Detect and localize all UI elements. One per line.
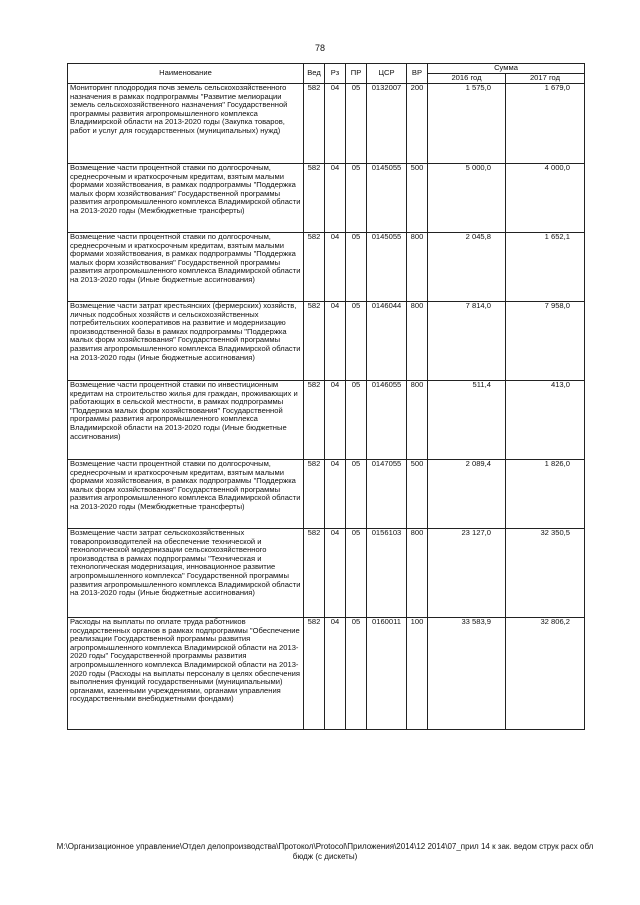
header-2016: 2016 год: [428, 74, 506, 84]
row-vr: 800: [407, 302, 428, 381]
table-row: [68, 381, 585, 460]
row-name: Возмещение части процентной ставки по инвестиционным кредитам на строительство жилья для граждан, проживающих и работающих в сельской местности, в рамках подпрограммы "Поддержка малых форм хозяйствования" Государственной программы развития агропромышленного комплекса Владимирской области на 2013-2020 годы (Иные бюджетные ассигнования): [68, 381, 304, 460]
row-2016: 1 575,0: [428, 84, 506, 164]
row-name: Расходы на выплаты по оплате труда работников государственных органов в рамках подпрограммы "Обеспечение реализации Государственной программы развития агропромышленного комплекса Владимирской области на 2013-2020 годы" Государственной программы развития агропромышленного комплекса Владимирской области на 2013-2020 годы (Расходы на выплаты персоналу в целях обеспечения выполнения функций государственными (муниципальными) органами, казенными учреждениями, органами управления государственными внебюджетными фондами): [68, 618, 304, 730]
row-ved: 582: [304, 460, 325, 529]
footer-file-path: M:\Организационное управление\Отдел делопроизводства\Протокол\Protocol\Приложения\2014\12 2014\07_прил 14 к зак. ведом струк расх обл бюдж (с дискеты): [56, 842, 594, 861]
row-2016: 2 089,4: [428, 460, 506, 529]
budget-table: [67, 63, 585, 730]
row-pr: 05: [346, 84, 367, 164]
row-vr: 800: [407, 529, 428, 618]
row-vr: 800: [407, 381, 428, 460]
row-name: Мониторинг плодородия почв земель сельскохозяйственного назначения в рамках подпрограммы "Развитие мелиорации земель сельскохозяйственного назначения" Государственной программы развития агропромышленного комплекса Владимирской области на 2013-2020 годы (Закупка товаров, работ и услуг для государственных (муниципальных) нужд): [68, 84, 304, 164]
row-ved: 582: [304, 233, 325, 302]
row-name: Возмещение части процентной ставки по долгосрочным, среднесрочным и краткосрочным кредитам, взятым малыми формами хозяйствования, в рамках подпрограммы "Поддержка малых форм хозяйствования" Государственной программы развития агропромышленного комплекса Владимирской области на 2013-2020 годы (Иные бюджетные ассигнования): [68, 233, 304, 302]
row-vr: 500: [407, 460, 428, 529]
row-pr: 05: [346, 233, 367, 302]
row-name: Возмещение части процентной ставки по долгосрочным, среднесрочным и краткосрочным кредитам, взятым малыми формами хозяйствования, в рамках подпрограммы "Поддержка малых форм хозяйствования" Государственной программы развития агропромышленного комплекса Владимирской области на 2013-2020 годы (Межбюджетные трансферты): [68, 164, 304, 233]
header-csr: ЦСР: [367, 64, 407, 84]
row-2017: 1 679,0: [506, 84, 585, 164]
row-csr: 0146055: [367, 381, 407, 460]
row-rz: 04: [325, 381, 346, 460]
row-pr: 05: [346, 529, 367, 618]
row-csr: 0145055: [367, 164, 407, 233]
table-row: [68, 84, 585, 164]
header-vr: ВР: [407, 64, 428, 84]
row-ved: 582: [304, 381, 325, 460]
row-vr: 500: [407, 164, 428, 233]
table-row: [68, 529, 585, 618]
row-pr: 05: [346, 460, 367, 529]
header-ved: Вед: [304, 64, 325, 84]
row-name: Возмещение части процентной ставки по долгосрочным, среднесрочным и краткосрочным кредитам, взятым малыми формами хозяйствования, в рамках подпрограммы "Поддержка малых форм хозяйствования" Государственной программы развития агропромышленного комплекса Владимирской области на 2013-2020 годы (Межбюджетные трансферты): [68, 460, 304, 529]
row-name: Возмещение части затрат сельскохозяйственных товаропроизводителей на обеспечение технической и технологической модернизации сельскохозяйственного производства в рамках подпрограммы "Техническая и технологическая модернизация, инновационное развитие агропромышленного комплекса" Государственной программы развития агропромышленного комплекса Владимирской области на 2013-2020 годы (Иные бюджетные ассигнования): [68, 529, 304, 618]
row-csr: 0147055: [367, 460, 407, 529]
header-sum: Сумма: [428, 64, 585, 74]
row-rz: 04: [325, 529, 346, 618]
table-row: [68, 302, 585, 381]
header-pr: ПР: [346, 64, 367, 84]
row-2016: 33 583,9: [428, 618, 506, 730]
row-ved: 582: [304, 164, 325, 233]
row-rz: 04: [325, 84, 346, 164]
row-ved: 582: [304, 302, 325, 381]
row-2016: 23 127,0: [428, 529, 506, 618]
row-pr: 05: [346, 381, 367, 460]
table-row: [68, 164, 585, 233]
row-2017: 32 806,2: [506, 618, 585, 730]
row-2017: 413,0: [506, 381, 585, 460]
row-pr: 05: [346, 164, 367, 233]
row-csr: 0160011: [367, 618, 407, 730]
table-row: [68, 460, 585, 529]
row-csr: 0145055: [367, 233, 407, 302]
row-2017: 1 652,1: [506, 233, 585, 302]
row-2017: 32 350,5: [506, 529, 585, 618]
row-2016: 5 000,0: [428, 164, 506, 233]
row-vr: 800: [407, 233, 428, 302]
header-name: Наименование: [68, 64, 304, 84]
row-rz: 04: [325, 460, 346, 529]
row-name: Возмещение части затрат крестьянских (фермерских) хозяйств, личных подсобных хозяйств и сельскохозяйственных потребительских кооперативов на развитие и модернизацию производственной базы в рамках подпрограммы "Поддержка малых форм хозяйствования" Государственной программы развития агропромышленного комплекса Владимирской области на 2013-2020 годы (Иные бюджетные ассигнования): [68, 302, 304, 381]
row-ved: 582: [304, 618, 325, 730]
row-2017: 4 000,0: [506, 164, 585, 233]
row-2017: 1 826,0: [506, 460, 585, 529]
row-rz: 04: [325, 233, 346, 302]
row-vr: 100: [407, 618, 428, 730]
row-csr: 0146044: [367, 302, 407, 381]
row-vr: 200: [407, 84, 428, 164]
row-rz: 04: [325, 618, 346, 730]
row-ved: 582: [304, 529, 325, 618]
table-row: [68, 233, 585, 302]
table-row: [68, 618, 585, 730]
row-ved: 582: [304, 84, 325, 164]
row-2016: 511,4: [428, 381, 506, 460]
row-pr: 05: [346, 618, 367, 730]
row-pr: 05: [346, 302, 367, 381]
row-rz: 04: [325, 164, 346, 233]
header-rz: Рз: [325, 64, 346, 84]
header-2017: 2017 год: [506, 74, 585, 84]
row-2016: 7 814,0: [428, 302, 506, 381]
page-number: 78: [314, 43, 325, 53]
row-csr: 0156103: [367, 529, 407, 618]
row-rz: 04: [325, 302, 346, 381]
row-2017: 7 958,0: [506, 302, 585, 381]
row-csr: 0132007: [367, 84, 407, 164]
row-2016: 2 045,8: [428, 233, 506, 302]
